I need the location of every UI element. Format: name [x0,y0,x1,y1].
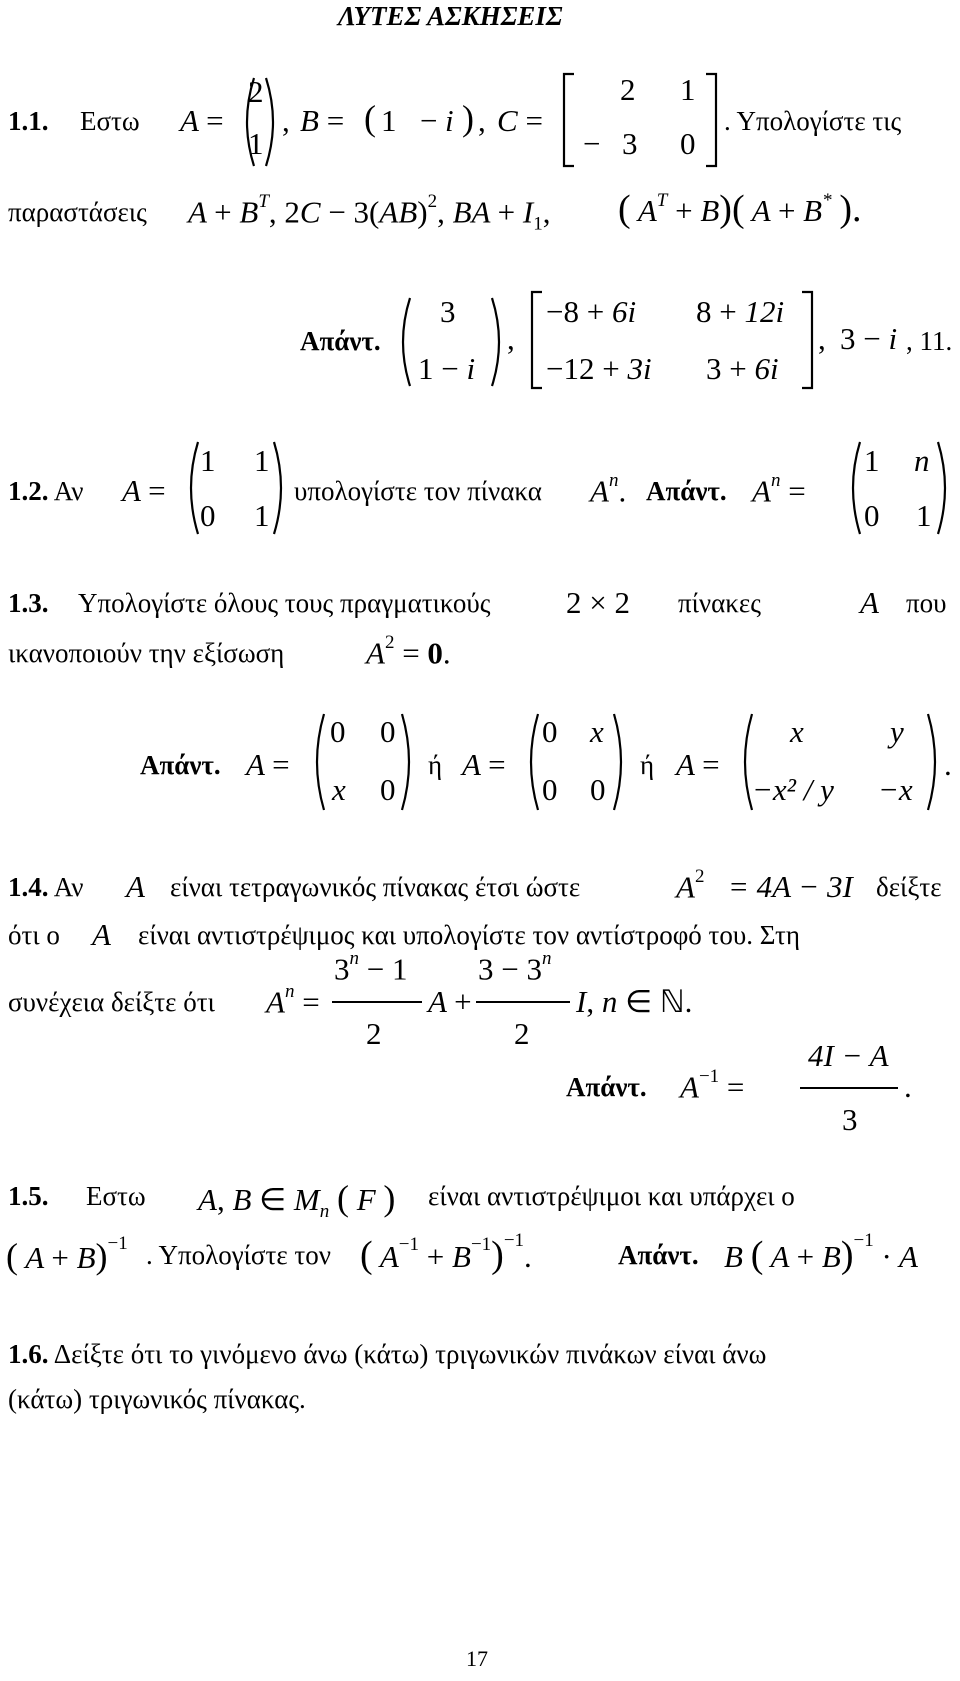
math-symbol: $A^2$ [676,866,705,905]
answer-label: Απάντ. [300,326,381,356]
expression: ( $A^T + B$)( A + B* ). [618,188,862,230]
exercise-number: 1.1. [8,106,49,136]
math-symbol: B = [300,103,345,138]
exercise-number: 1.2. Αν [8,476,84,506]
text: είναι αντιστρέψιμος και υπολογίστε τον αντίστροφό του. Στη [138,920,800,950]
math-symbol: $A^n$ = [266,981,320,1020]
fraction-numerator: 4I − A [808,1038,889,1073]
exercise-number: 1.4. Αν [8,872,84,902]
text: πίνακες [678,588,761,618]
math-symbol: A = [180,103,224,138]
comma: , [478,103,486,138]
text: είναι αντιστρέψιμοι και υπάρχει ο [428,1181,795,1211]
matrix-cell: 0 [380,772,396,807]
text: που [906,588,947,618]
math-symbol: A = [246,747,290,782]
matrix-cell: 0 [864,498,880,533]
exercise-text: (κάτω) τριγωνικός πίνακας. [8,1384,306,1414]
period: . [904,1069,912,1104]
matrix-cell: 2 [248,74,264,109]
matrix-cell: x [332,772,346,807]
matrix-cell: 1 [680,72,696,107]
text: δείξτε [876,872,942,902]
text: είναι τετραγωνικός πίνακας έτσι ώστε [170,872,581,902]
matrix-cell: 3 + 6i [706,351,779,386]
matrix-cell: 0 [380,714,396,749]
expression: 3 − i [840,321,898,356]
matrix-cell: −x [878,772,913,807]
period: . [944,747,952,782]
intro-text: Εστω [86,1181,146,1211]
math-symbol: A + [428,984,472,1019]
matrix-cell: n [914,443,930,478]
math: 2 × 2 [566,585,630,620]
text: Υπολογίστε όλους τους πραγματικούς [78,588,491,618]
paren-left [396,296,416,388]
comma: , [818,321,826,356]
fraction-numerator: $3 - 3^n$ [478,948,552,987]
text: . Υπολογίστε τις [724,106,902,136]
bracket-right [702,72,722,168]
paren-left [846,440,866,536]
fraction-bar [332,1001,422,1003]
minus: − [583,126,601,161]
paren-right [488,296,508,388]
matrix-cell: 1 [254,443,270,478]
exercise-text: 1.6. Δείξτε ότι το γινόμενο άνω (κάτω) τριγωνικών πινάκων είναι άνω [8,1339,767,1369]
matrix-cell: 0 [200,498,216,533]
math-symbol: A = [122,473,166,508]
math-symbol: A [126,869,145,904]
matrix-cell: 8 + 12i [696,294,785,329]
bracket-left [528,290,548,390]
bracket-right [798,290,818,390]
expression: $A + B^T$, 2C − 3(AB)$^2$, BA + $I_1$, [188,191,551,235]
matrix-cell: 3 [622,126,638,161]
paren-right [398,712,418,812]
paren-left: ( [364,98,376,138]
paren-left [524,712,544,812]
matrix-cell: 1 [864,443,880,478]
matrix-cell: 1 − i [418,351,476,386]
fraction-numerator: $3^n - 1$ [334,948,408,987]
matrix-cell: 0 [590,772,606,807]
text: ικανοποιούν την εξίσωση [8,638,285,668]
paren-right [270,440,290,536]
math-symbol: A = [676,747,720,782]
math-symbol: C = [497,103,543,138]
matrix-cell: 0 [542,714,558,749]
matrix-cell: 2 [620,72,636,107]
matrix-cell: x [790,714,804,749]
intro-text: Εστω [80,106,140,136]
paren-right [934,440,954,536]
matrix-cell: y [890,714,904,749]
matrix-cell: 0 [542,772,558,807]
bracket-left [560,72,580,168]
matrix-cell: x [590,714,604,749]
paren-right [610,712,630,812]
matrix-cell: −8 + 6i [546,294,637,329]
math-symbol: $A^{-1}$ = [680,1066,745,1105]
matrix-cell: −12 + 3i [546,351,652,386]
answer-label: Απάντ. [646,476,727,506]
paren-right: ) [462,98,474,138]
text: συνέχεια δείξτε ότι [8,987,215,1017]
matrix-cell: 1 [916,498,932,533]
matrix-cell: i [445,103,454,138]
matrix-cell: 1 [254,498,270,533]
text: ότι ο [8,920,60,950]
comma: , [507,321,515,356]
math-expression: ( A + B)$^{-1}$ [6,1232,128,1276]
comma: , [282,103,290,138]
matrix-cell: 0 [330,714,346,749]
math-symbol: I, n ∈ ℕ. [576,984,693,1019]
matrix-cell: 1 [381,103,397,138]
math-symbol: A [860,585,879,620]
paren-right [262,76,282,168]
page-number: 17 [466,1646,488,1671]
or-text: ή [640,750,655,780]
fraction-bar [476,1001,570,1003]
text: παραστάσεις [8,197,147,227]
paren-right [924,712,944,812]
fraction-denominator: 2 [514,1016,530,1051]
fraction-bar [800,1087,898,1089]
fraction-denominator: 3 [842,1102,858,1137]
answer-label: Απάντ. [140,750,221,780]
math-expression: B ( A + B)$^{-1}$ · A [724,1229,918,1276]
matrix-cell: 1 [248,126,264,161]
text: . Υπολογίστε τον [146,1240,331,1270]
answer-label: Απάντ. [566,1072,647,1102]
minus: − [420,103,438,138]
text: , 11. [906,326,953,356]
or-text: ή [428,750,443,780]
fraction-denominator: 2 [366,1016,382,1051]
math-symbol: $A^2 = 0$. [366,632,451,671]
math-symbol: $A^n$ = [752,470,806,509]
math-expression: = 4A − 3I [728,869,853,904]
answer-label: Απάντ. [618,1240,699,1270]
math-expression: ( $A^{-1} + B^{-1})^{-1}$. [360,1229,532,1276]
page-title: ΛΥΤΕΣ ΑΣΚΗΣΕΙΣ [338,1,563,31]
exercise-number: 1.3. [8,588,49,618]
matrix-cell: 1 [200,443,216,478]
math-symbol: A [92,917,111,952]
matrix-cell: −x² / y [752,772,834,807]
matrix-cell: 3 [440,294,456,329]
paren-left [310,712,330,812]
math-expression: A, B ∈ $M_n$ ( F ) [198,1178,396,1223]
exercise-number: 1.5. [8,1181,49,1211]
text: υπολογίστε τον πίνακα [294,476,542,506]
math-symbol: A = [462,747,506,782]
matrix-cell: 0 [680,126,696,161]
math-symbol: $A^n$. [590,470,627,509]
